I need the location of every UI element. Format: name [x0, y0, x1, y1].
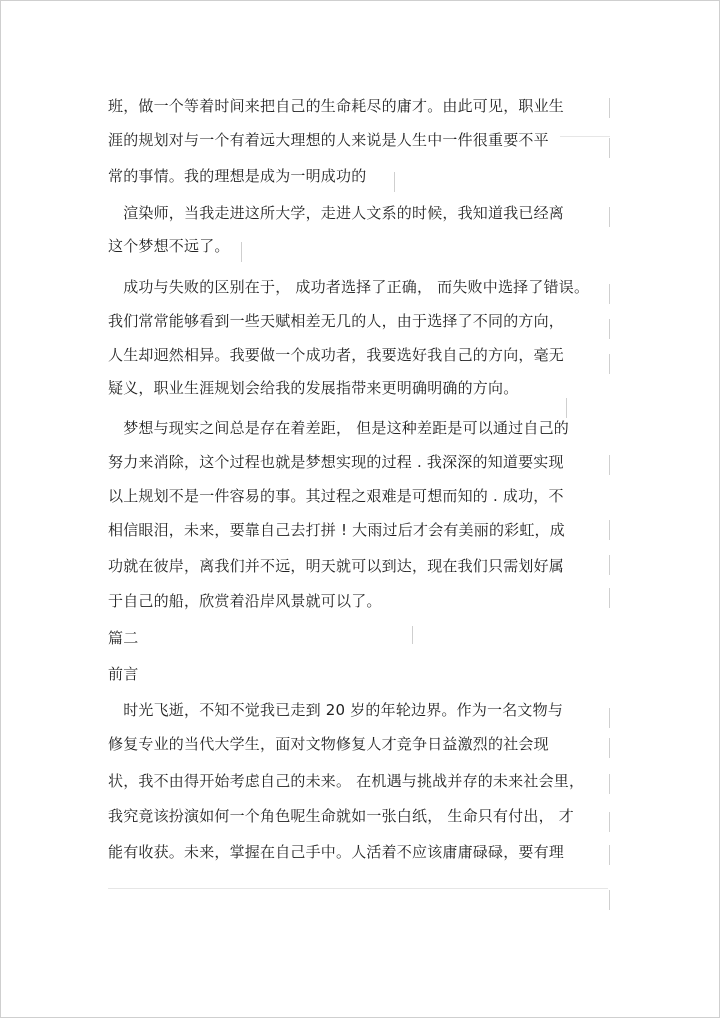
layout-artifact	[609, 284, 610, 304]
layout-artifact	[609, 207, 610, 227]
layout-artifact	[241, 242, 242, 262]
section-heading: 篇二	[108, 629, 139, 647]
text-line: 成功与失败的区别在于， 成功者选择了正确， 而失败中选择了错误。	[108, 278, 590, 296]
layout-artifact	[560, 136, 610, 137]
text-line: 疑义，职业生涯规划会给我的发展指带来更明确明确的方向。	[108, 379, 519, 397]
layout-artifact	[108, 888, 608, 889]
text-line: 时光飞逝，不知不觉我已走到 20 岁的年轮边界。作为一名文物与	[108, 701, 564, 719]
text-line: 我们常常能够看到一些天赋相差无几的人，由于选择了不同的方向，	[108, 312, 565, 330]
text-line: 功就在彼岸，离我们并不远，明天就可以到达，现在我们只需划好属	[108, 557, 565, 575]
text-line: 这个梦想不远了。	[108, 237, 230, 255]
layout-artifact	[609, 812, 610, 832]
layout-artifact	[609, 738, 610, 758]
layout-artifact	[566, 398, 567, 418]
layout-artifact	[609, 890, 610, 910]
text-line: 相信眼泪，未来，要靠自己去打拼 ! 大雨过后才会有美丽的彩虹，成	[108, 521, 565, 539]
text-line: 于自己的船，欣赏着沿岸风景就可以了。	[108, 592, 382, 610]
layout-artifact	[609, 845, 610, 865]
text-line: 渲染师，当我走进这所大学，走进人文系的时候，我知道我已经离	[108, 204, 565, 222]
text-line: 人生却迥然相异。我要做一个成功者，我要选好我自己的方向，毫无	[108, 346, 565, 364]
layout-artifact	[609, 354, 610, 374]
layout-artifact	[609, 774, 610, 794]
layout-artifact	[609, 455, 610, 475]
layout-artifact	[609, 555, 610, 575]
layout-artifact	[609, 138, 610, 158]
text-line: 涯的规划对与一个有着远大理想的人来说是人生中一件很重要不平	[108, 131, 549, 149]
layout-artifact	[412, 626, 413, 644]
text-line: 我究竟该扮演如何一个角色呢生命就如一张白纸， 生命只有付出， 才	[108, 807, 574, 825]
text-line: 能有收获。未来，掌握在自己手中。人活着不应该庸庸碌碌，要有理	[108, 843, 565, 861]
text-line: 状，我不由得开始考虑自己的未来。 在机遇与挑战并存的未来社会里，	[108, 772, 585, 790]
text-line: 以上规划不是一件容易的事。其过程之艰难是可想而知的 . 成功，不	[108, 487, 564, 505]
text-line: 修复专业的当代大学生，面对文物修复人才竞争日益激烈的社会现	[108, 735, 549, 753]
layout-artifact	[394, 172, 395, 192]
layout-artifact	[609, 520, 610, 540]
layout-artifact	[609, 319, 610, 339]
text-line: 班，做一个等着时间来把自己的生命耗尽的庸才。由此可见，职业生	[108, 97, 565, 115]
text-line: 努力来消除，这个过程也就是梦想实现的过程 . 我深深的知道要实现	[108, 453, 564, 471]
text-line: 常的事情。我的理想是成为一明成功的	[108, 167, 367, 185]
layout-artifact	[609, 98, 610, 118]
section-subheading: 前言	[108, 665, 139, 683]
layout-artifact	[609, 708, 610, 728]
text-line: 梦想与现实之间总是存在着差距， 但是这种差距是可以通过自己的	[108, 419, 569, 437]
layout-artifact	[609, 588, 610, 608]
